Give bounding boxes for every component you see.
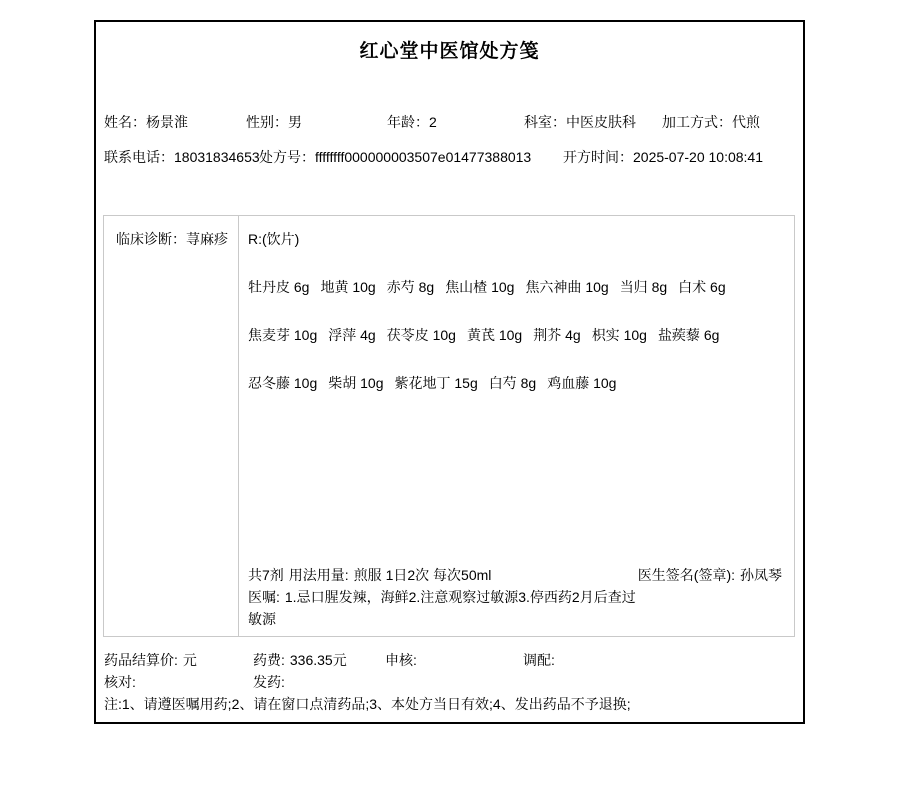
field-value: 2025-07-20 10:08:41 <box>633 149 763 165</box>
herb-item: 焦山楂 10g <box>445 279 515 295</box>
field-medicine-fee <box>253 650 347 670</box>
footer-note: 注:1、请遵医嘱用药;2、请在窗口点清药品;3、本处方当日有效;4、发出药品不予退换; <box>104 696 631 712</box>
field-label: 申核: <box>385 652 417 668</box>
field-label: 处方号： <box>259 149 315 165</box>
field-check <box>104 672 141 692</box>
herb-item: 盐蒺藜 6g <box>657 327 720 343</box>
field-prescription-number <box>259 147 531 167</box>
field-label: 开方时间： <box>563 149 633 165</box>
herb-item: 荆芥 4g <box>533 327 581 343</box>
herb-item: 茯苓皮 10g <box>386 327 456 343</box>
field-dispense-prepare <box>523 650 560 670</box>
field-value: 元 <box>182 652 197 668</box>
field-value: 18031834653 <box>174 149 260 165</box>
usage-row <box>248 565 782 585</box>
total-doses: 共7剂 <box>248 567 284 583</box>
herb-item: 浮萍 4g <box>328 327 376 343</box>
advice-label: 医嘱: <box>248 589 280 605</box>
rx-cell <box>239 216 794 636</box>
field-label: 药品结算价: <box>104 652 178 668</box>
doctor-signature <box>638 565 782 585</box>
herb-item: 枳实 10g <box>591 327 647 343</box>
medical-advice <box>248 586 636 630</box>
herb-item: 白术 6g <box>678 279 726 295</box>
herb-item: 赤芍 8g <box>386 279 435 295</box>
field-issue <box>253 672 290 692</box>
field-prescribe-time <box>563 147 763 167</box>
field-label: 核对: <box>104 674 136 690</box>
field-label: 加工方式： <box>662 114 732 130</box>
herb-item: 地黄 10g <box>320 279 376 295</box>
usage-text <box>248 565 491 585</box>
field-gender <box>246 112 302 132</box>
herb-item: 当归 8g <box>619 279 668 295</box>
field-settle-price <box>104 650 197 670</box>
field-label: 科室： <box>524 114 566 130</box>
prescription-table <box>103 215 795 637</box>
field-value: 中医皮肤科 <box>566 114 636 130</box>
field-phone <box>104 147 260 167</box>
doctor-signature-label: 医生签名(签章): <box>637 567 735 583</box>
rx-summary <box>248 565 782 630</box>
diagnosis-label: 临床诊断： <box>116 231 186 247</box>
field-value: 336.35元 <box>289 652 347 668</box>
herb-item: 黄芪 10g <box>466 327 523 343</box>
diagnosis-cell <box>104 216 239 636</box>
field-label: 年龄： <box>387 114 429 130</box>
field-value: 2 <box>429 114 437 130</box>
field-department <box>524 112 636 132</box>
field-age <box>387 112 437 132</box>
herb-item: 忍冬藤 10g <box>248 375 318 391</box>
field-label: 发药: <box>253 674 285 690</box>
field-label: 性别： <box>246 114 288 130</box>
field-label: 调配: <box>523 652 555 668</box>
herb-line <box>248 277 782 297</box>
usage-label: 用法用量: <box>288 567 349 583</box>
usage-value: 煎服 1日2次 每次50ml <box>353 567 492 583</box>
prescription-sheet <box>94 20 805 724</box>
field-label: 药费: <box>253 652 285 668</box>
field-processing-method <box>662 112 760 132</box>
herb-item: 柴胡 10g <box>328 375 384 391</box>
diagnosis-value: 荨麻疹 <box>186 231 228 247</box>
herb-line <box>248 325 782 345</box>
field-review <box>385 650 422 670</box>
herb-item: 牡丹皮 6g <box>248 279 310 295</box>
herb-item: 焦麦芽 10g <box>248 327 318 343</box>
herb-item: 焦六神曲 10g <box>525 279 609 295</box>
herb-item: 紫花地丁 15g <box>394 375 478 391</box>
field-value: 男 <box>288 114 302 130</box>
field-value: 杨景淮 <box>146 114 188 130</box>
page-title: 红心堂中医馆处方笺 <box>359 41 540 62</box>
herb-item: 白芍 8g <box>488 375 537 391</box>
herb-lines <box>248 249 782 393</box>
field-label: 姓名： <box>104 114 146 130</box>
herb-item: 鸡血藤 10g <box>547 375 617 391</box>
field-label: 联系电话： <box>104 149 174 165</box>
herb-line <box>248 373 782 393</box>
field-patient-name <box>104 112 188 132</box>
advice-text: 1.忌口腥发辣，海鲜2.注意观察过敏源3.停西药2月后查过敏源 <box>248 589 636 627</box>
field-value: 代煎 <box>732 114 760 130</box>
doctor-name: 孙凤琴 <box>740 567 782 583</box>
field-value: ffffffff000000003507e01477388013 <box>315 149 532 165</box>
rx-header: R:(饮片) <box>248 231 300 247</box>
